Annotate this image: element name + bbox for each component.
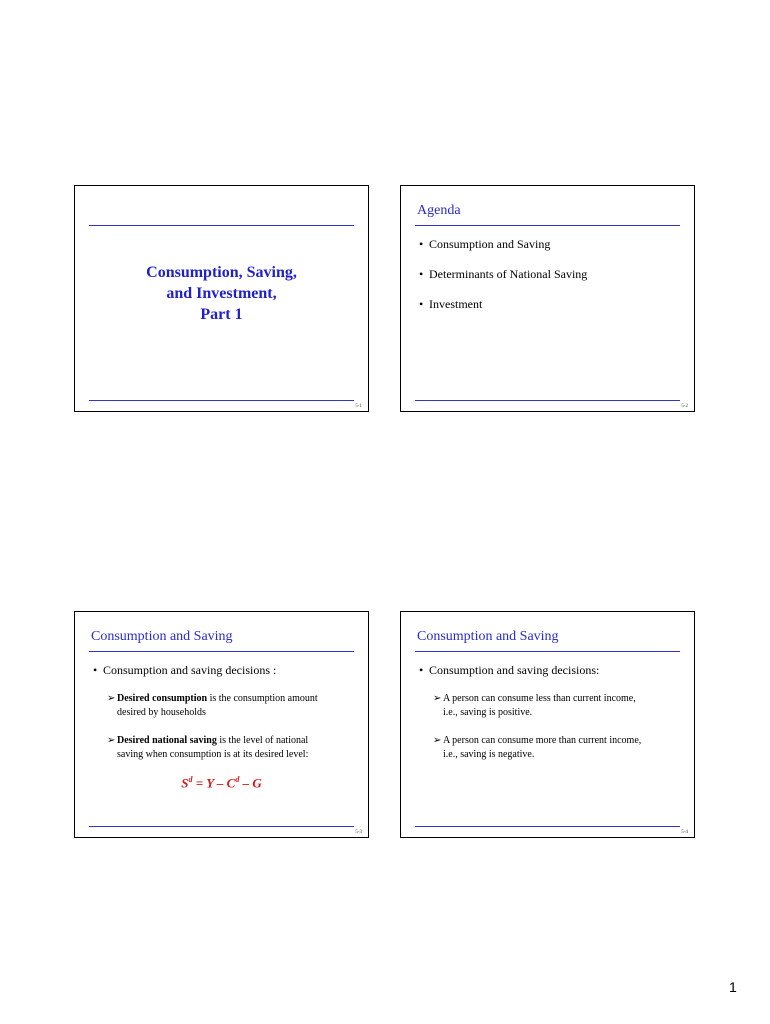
bullet-icon: • (93, 663, 98, 677)
deck-title-line-2: and Investment, (166, 285, 277, 302)
sub-bullet-text: is the consumption amount (207, 693, 318, 704)
bottom-rule (89, 826, 354, 827)
sub-bullet-2 (107, 734, 356, 762)
arrow-bullet-icon: ➢ (107, 693, 116, 704)
sub-bullet-text: A person can consume less than current income, (443, 693, 636, 704)
sub-bullet-continuation: i.e., saving is negative. (443, 749, 535, 760)
sub-bullet-1 (107, 692, 356, 720)
slide-2 (400, 185, 695, 412)
arrow-bullet-icon: ➢ (433, 735, 442, 746)
sub-bullet-2 (433, 734, 682, 762)
deck-title-line-1: Consumption, Saving, (146, 264, 297, 281)
main-bullet-text: Consumption and saving decisions : (103, 663, 277, 677)
main-bullet (93, 663, 276, 678)
main-bullet (419, 663, 599, 678)
main-bullet-text: Consumption and saving decisions: (429, 663, 600, 677)
arrow-bullet-icon: ➢ (107, 735, 116, 746)
slide-number: 5-1 (355, 404, 362, 409)
sub-bullet-continuation: i.e., saving is positive. (443, 707, 533, 718)
bullet-icon: • (419, 267, 424, 281)
agenda-item-text: Consumption and Saving (429, 237, 551, 251)
top-rule (89, 225, 354, 226)
top-rule (415, 651, 680, 652)
slide-title: Agenda (417, 203, 461, 218)
bullet-icon: • (419, 297, 424, 311)
bottom-rule (415, 826, 680, 827)
slide-number: 5-4 (681, 830, 688, 835)
agenda-list (419, 237, 682, 327)
top-rule (415, 225, 680, 226)
bottom-rule (415, 400, 680, 401)
saving-formula (75, 775, 368, 791)
slide-number: 5-3 (355, 830, 362, 835)
agenda-item (419, 267, 682, 282)
bottom-rule (89, 400, 354, 401)
agenda-item (419, 237, 682, 252)
slide-title: Consumption and Saving (91, 629, 233, 644)
bullet-icon: • (419, 663, 424, 677)
agenda-item-text: Investment (429, 297, 483, 311)
sub-bullet-bold: Desired national saving (117, 735, 217, 746)
top-rule (89, 651, 354, 652)
slide-1 (74, 185, 369, 412)
slide-title: Consumption and Saving (417, 629, 559, 644)
slide-4 (400, 611, 695, 838)
sub-bullet-text: A person can consume more than current income, (443, 735, 642, 746)
page-number: 1 (729, 979, 737, 995)
sub-bullet-continuation: saving when consumption is at its desired level: (117, 749, 309, 760)
formula-s: S (181, 775, 189, 791)
formula-middle: = Y – C (192, 775, 236, 791)
formula-sup-2: d (235, 775, 240, 784)
slide-number: 5-2 (681, 404, 688, 409)
deck-title (75, 262, 368, 325)
agenda-item (419, 297, 682, 312)
agenda-item-text: Determinants of National Saving (429, 267, 588, 281)
sub-bullet-1 (433, 692, 682, 720)
formula-tail: – G (239, 775, 262, 791)
bullet-icon: • (419, 237, 424, 251)
slide-3 (74, 611, 369, 838)
sub-bullet-continuation: desired by households (117, 707, 206, 718)
sub-bullet-text: is the level of national (216, 735, 309, 746)
arrow-bullet-icon: ➢ (433, 693, 442, 704)
deck-title-line-3: Part 1 (200, 306, 243, 323)
formula-sup-1: d (188, 775, 193, 784)
sub-bullet-bold: Desired consumption (117, 693, 208, 704)
